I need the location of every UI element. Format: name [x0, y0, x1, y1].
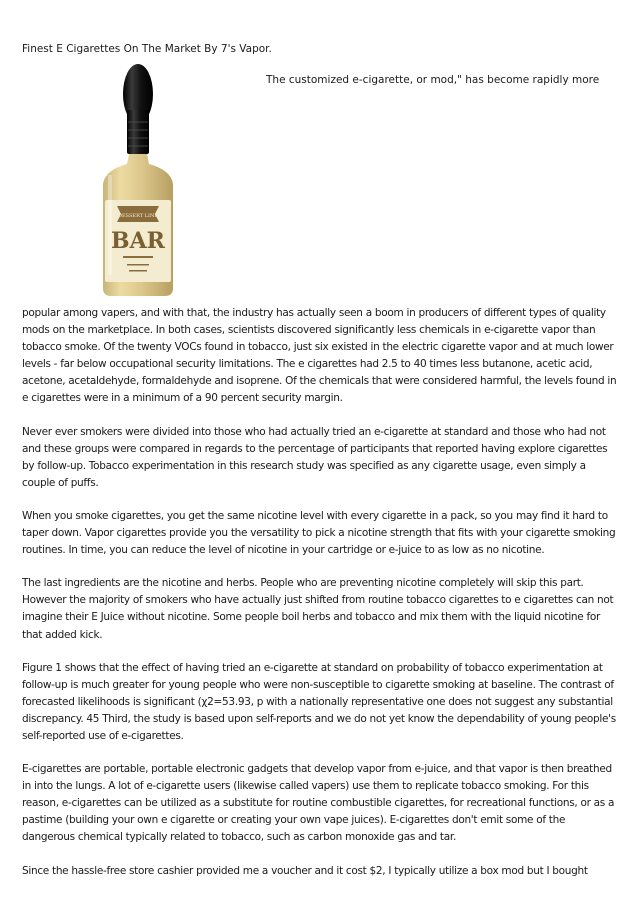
document-title: Finest E Cigarettes On The Market By 7's Vapor.	[22, 43, 272, 55]
paragraph: When you smoke cigarettes, you get the same nicotine level with every cigarette in a pack, so you may find it hard to taper down. Vapor cigarettes provide you the versatility to pick a nicotine strength that fits with your cigarette smoking routines. In time, you can reduce the level of nicotine in your cartridge or e-juice to as low as no nicotine.	[22, 509, 616, 557]
paragraph: The last ingredients are the nicotine and herbs. People who are preventing nicotine completely will skip this part. However the majority of smokers who have actually just shifted from routine tobacco cigarettes to e cigarettes can not imagine their E Juice without nicotine. Some people boil herbs and tobacco and mix them with the liquid nicotine for that added kick.	[22, 577, 614, 641]
paragraph: Never ever smokers were divided into those who had actually tried an e-cigarette at standard and those who had not and these groups were compared in regards to the percentage of participants that reported having explore cigarettes by follow-up. Tobacco experimentation in this research study was specified as any cigarette usage, even simply a couple of puffs.	[22, 425, 608, 489]
article-body	[22, 305, 618, 896]
paragraph: Figure 1 shows that the effect of having tried an e-cigarette at standard on probability of tobacco experimentation at follow-up is much greater for young people who were non-susceptible to cigarette smoking at baseline. The contrast of forecasted likelihoods is significant (χ2=53.93, p with a nationally representative one does not suggest any substantial discrepancy. 45 Third, the study is based upon self-reports and we do not yet know the dependability of young people's self-reported use of e-cigarettes.	[22, 661, 616, 742]
intro-fragment: The customized e-cigarette, or mod," has become rapidly more	[266, 74, 600, 86]
bottle-label-banner: DESSERT LINE	[118, 213, 158, 219]
bottle-label-brand: BAR	[111, 228, 165, 254]
paragraph: E-cigarettes are portable, portable electronic gadgets that develop vapor from e-juice, and that vapor is then breathed in into the lungs. A lot of e-cigarette users (likewise called vapers) use them to replicate tobacco smoking. For this reason, e-cigarettes can be utilized as a substitute for routine combustible cigarettes, for recreational functions, or as a pastime (building your own e cigarette or creating your own vape juices). E-cigarettes don't emit some of the dangerous chemical typically related to tobacco, such as carbon monoxide gas and tar.	[22, 763, 615, 844]
paragraph: Since the hassle-free store cashier provided me a voucher and it cost $2, I typically utilize a box mod but I bought	[22, 864, 588, 877]
eliquid-bottle-image	[83, 60, 193, 300]
paragraph: popular among vapers, and with that, the industry has actually seen a boom in producers of different types of quality mods on the marketplace. In both cases, scientists discovered significantly less chemicals in e-cigarette vapor than tobacco smoke. Of the twenty VOCs found in tobacco, just six existed in the electric cigarette vapor and at much lower levels - far below occupational security limitations. The e cigarettes had 2.5 to 40 times less butanone, acetic acid, acetone, acetaldehyde, formaldehyde and isoprene. Of the chemicals that were considered harmful, the levels found in e cigarettes were in a minimum of a 90 percent security margin.	[22, 307, 617, 405]
